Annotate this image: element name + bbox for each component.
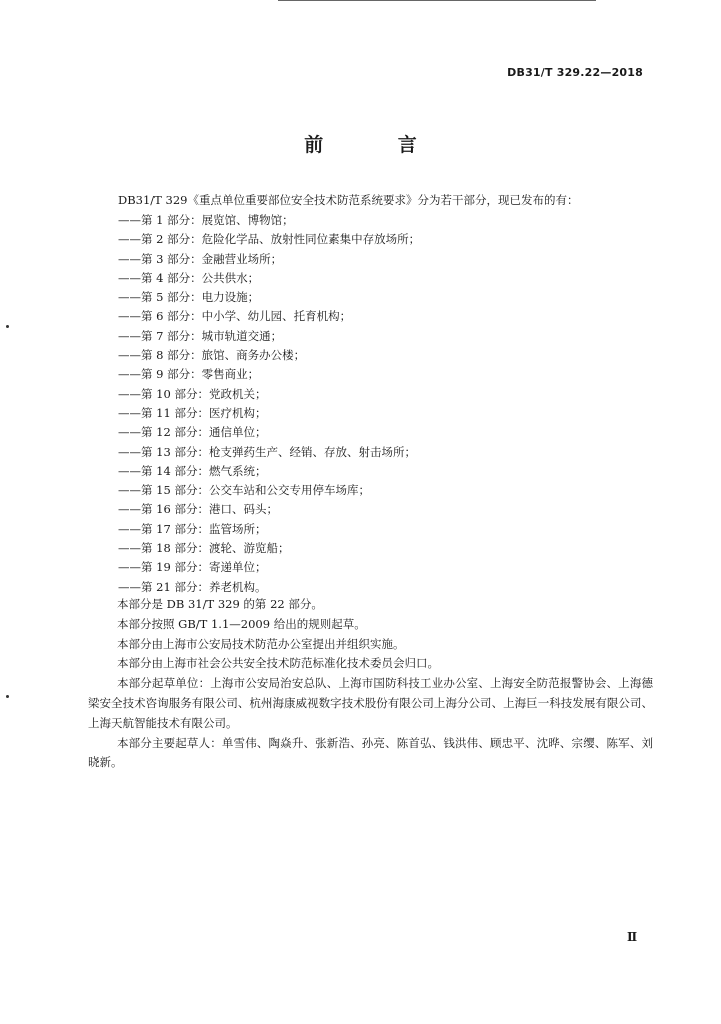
list-item: ——第 16 部分：港口、码头；	[118, 502, 278, 517]
statement-paragraph: 本部分按照 GB/T 1.1—2009 给出的规则起草。	[117, 616, 366, 631]
page-title: 前 言	[304, 134, 451, 156]
parts-list	[118, 211, 420, 597]
list-item: ——第 12 部分：通信单位；	[118, 425, 267, 440]
statements-block	[88, 595, 653, 773]
drafting-units-paragraph: 本部分起草单位：上海市公安局治安总队、上海市国防科技工业办公室、上海安全防范报警协会、上海德梁安全技术咨询服务有限公司、杭州海康威视数字技术股份有限公司上海分公司、上海巨一科技发展有限公司、上海天航智能技术有限公司。	[88, 676, 653, 730]
drafters-paragraph: 本部分主要起草人：单雪伟、陶焱升、张新浩、孙亮、陈首弘、钱洪伟、顾忠平、沈晔、宗缨、陈军、刘晓新。	[88, 735, 653, 770]
scan-speck	[6, 695, 9, 698]
list-item: ——第 2 部分：危险化学品、放射性同位素集中存放场所；	[118, 232, 421, 247]
list-item: ——第 8 部分：旅馆、商务办公楼；	[118, 348, 306, 363]
list-item: ——第 4 部分：公共供水；	[118, 270, 260, 285]
list-item: ——第 1 部分：展览馆、博物馆；	[118, 213, 294, 227]
list-item: ——第 15 部分：公交车站和公交专用停车场库；	[118, 483, 370, 498]
list-item: ——第 14 部分：燃气系统；	[118, 463, 267, 478]
list-item: ——第 6 部分：中小学、幼儿园、托育机构；	[118, 309, 352, 324]
document-code: DB31/T 329.22—2018	[507, 66, 643, 79]
list-item: ——第 18 部分：渡轮、游览船；	[118, 541, 290, 556]
list-item: ——第 11 部分：医疗机构；	[118, 405, 267, 420]
list-item: ——第 13 部分：枪支弹药生产、经销、存放、射击场所；	[118, 444, 416, 459]
list-item: ——第 21 部分：养老机构。	[118, 579, 267, 594]
list-item: ——第 19 部分：寄递单位；	[118, 560, 267, 575]
statement-paragraph: 本部分由上海市社会公共安全技术防范标准化技术委员会归口。	[117, 656, 439, 671]
intro-paragraph: DB31/T 329《重点单位重要部位安全技术防范系统要求》分为若干部分，现已发布的有：	[118, 193, 579, 207]
list-item: ——第 3 部分：金融营业场所；	[118, 251, 283, 266]
list-item: ——第 7 部分：城市轨道交通；	[118, 328, 283, 343]
top-edge-rule	[278, 0, 596, 1]
list-item: ——第 9 部分：零售商业；	[118, 367, 260, 382]
statement-paragraph: 本部分是 DB 31/T 329 的第 22 部分。	[117, 597, 323, 611]
list-item: ——第 5 部分：电力设施；	[118, 290, 260, 305]
page-number: Ⅱ	[627, 930, 638, 944]
scan-speck	[6, 325, 9, 328]
statement-paragraph: 本部分由上海市公安局技术防范办公室提出并组织实施。	[117, 636, 405, 651]
list-item: ——第 17 部分：监管场所；	[118, 521, 267, 536]
list-item: ——第 10 部分：党政机关；	[118, 386, 267, 401]
